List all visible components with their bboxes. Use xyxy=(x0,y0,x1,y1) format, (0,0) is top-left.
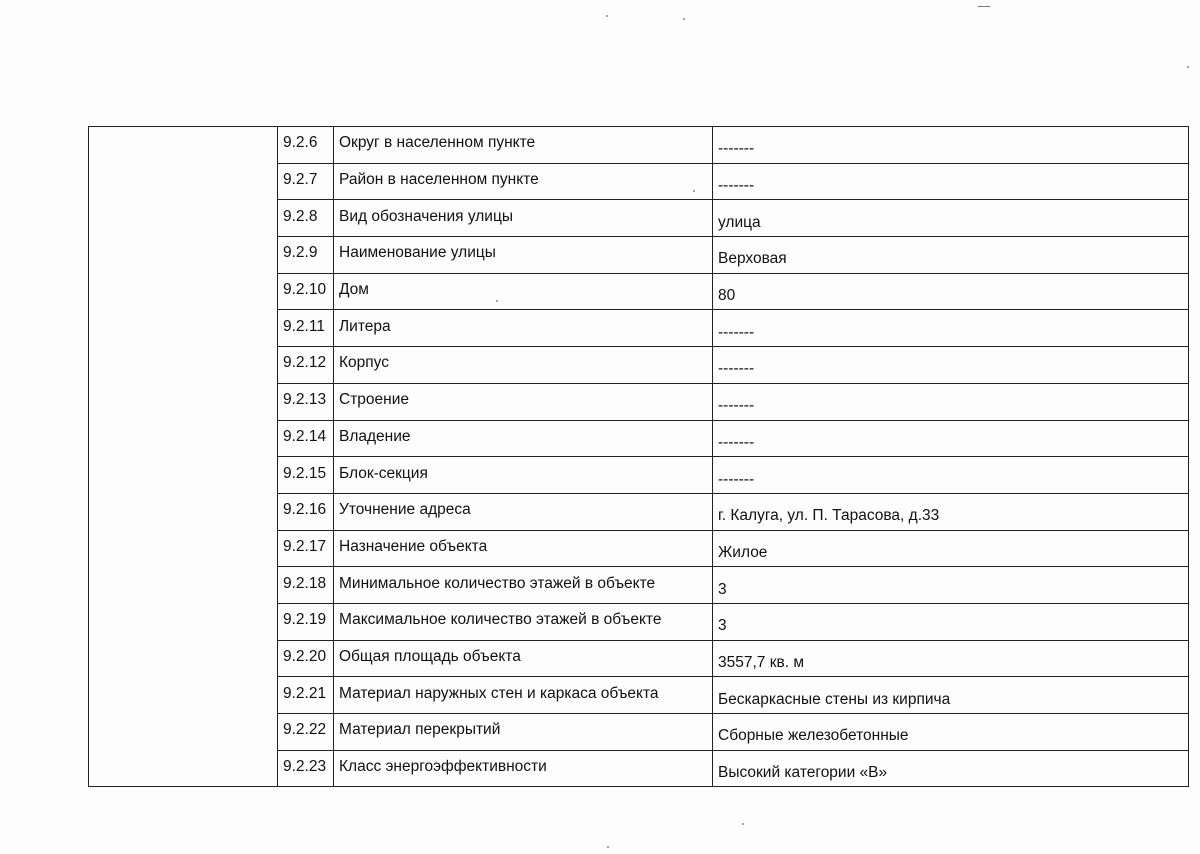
item-value: ------- xyxy=(718,397,755,415)
item-number: 9.2.18 xyxy=(283,574,327,592)
item-number-cell xyxy=(278,530,334,567)
item-value: г. Калуга, ул. П. Тарасова, д.33 xyxy=(718,507,940,525)
table-body xyxy=(89,127,1189,787)
item-number: 9.2.7 xyxy=(283,171,318,188)
table-row xyxy=(89,127,1189,164)
item-value-cell xyxy=(713,237,1189,274)
item-value-cell xyxy=(713,677,1189,714)
item-number: 9.2.17 xyxy=(283,537,327,555)
item-number: 9.2.14 xyxy=(283,427,327,445)
object-address-table xyxy=(88,126,1189,787)
item-number-cell xyxy=(278,273,334,310)
item-number: 9.2.19 xyxy=(283,611,327,629)
item-label: Класс энергоэффективности xyxy=(339,758,547,775)
item-value-cell xyxy=(713,530,1189,567)
item-label: Округ в населенном пункте xyxy=(339,134,536,152)
item-label-cell xyxy=(334,273,713,310)
item-number-cell xyxy=(278,383,334,420)
item-value-cell xyxy=(713,163,1189,200)
item-number: 9.2.13 xyxy=(283,391,327,409)
item-label-cell xyxy=(334,127,713,164)
scan-artifact xyxy=(1187,66,1189,68)
item-value-cell xyxy=(713,640,1189,677)
item-label: Общая площадь объекта xyxy=(339,647,521,665)
item-value: Сборные железобетонные xyxy=(718,727,909,745)
item-label-cell xyxy=(334,750,713,787)
item-label: Владение xyxy=(339,427,411,445)
item-number: 9.2.16 xyxy=(283,501,327,519)
item-value-cell xyxy=(713,420,1189,457)
item-number: 9.2.21 xyxy=(283,684,327,702)
item-label: Минимальное количество этажей в объекте xyxy=(339,574,656,592)
item-value-cell xyxy=(713,714,1189,751)
item-value: улица xyxy=(718,213,761,231)
item-label: Назначение объекта xyxy=(339,537,488,555)
item-value: ------- xyxy=(718,323,755,341)
scan-artifact xyxy=(606,15,608,17)
item-label-cell xyxy=(334,640,713,677)
item-label-cell xyxy=(334,347,713,384)
item-number-cell xyxy=(278,750,334,787)
item-number-cell xyxy=(278,714,334,751)
item-label-cell xyxy=(334,677,713,714)
item-value-cell xyxy=(713,603,1189,640)
item-value: 3 xyxy=(718,580,727,598)
item-label-cell xyxy=(334,457,713,494)
item-value: Жилое xyxy=(718,543,768,561)
item-value: Бескаркасные стены из кирпича xyxy=(718,690,951,708)
item-number-cell xyxy=(278,237,334,274)
scan-artifact xyxy=(978,6,990,7)
item-label-cell xyxy=(334,383,713,420)
item-label-cell xyxy=(334,200,713,237)
item-number-cell xyxy=(278,420,334,457)
item-number: 9.2.22 xyxy=(283,721,327,739)
item-value: ------- xyxy=(718,360,755,378)
item-number-cell xyxy=(278,457,334,494)
item-value: ------- xyxy=(718,140,755,158)
item-number: 9.2.8 xyxy=(283,207,318,225)
item-number: 9.2.23 xyxy=(283,758,327,775)
item-number-cell xyxy=(278,567,334,604)
item-number-cell xyxy=(278,493,334,530)
item-number: 9.2.11 xyxy=(283,317,325,335)
item-label: Вид обозначения улицы xyxy=(339,207,513,225)
item-label-cell xyxy=(334,714,713,751)
item-label-cell xyxy=(334,310,713,347)
item-label: Строение xyxy=(339,391,409,409)
item-label-cell xyxy=(334,237,713,274)
item-label: Литера xyxy=(339,317,391,335)
item-number: 9.2.10 xyxy=(283,281,327,299)
item-number: 9.2.20 xyxy=(283,647,327,665)
scan-artifact xyxy=(683,18,685,20)
item-number: 9.2.12 xyxy=(283,354,327,372)
item-label: Максимальное количество этажей в объекте xyxy=(339,611,662,629)
item-number-cell xyxy=(278,640,334,677)
item-value-cell xyxy=(713,383,1189,420)
item-number: 9.2.6 xyxy=(283,134,318,152)
blank-section-cell xyxy=(89,127,278,787)
item-label-cell xyxy=(334,163,713,200)
item-value-cell xyxy=(713,347,1189,384)
item-value-cell xyxy=(713,750,1189,787)
item-number-cell xyxy=(278,163,334,200)
item-label-cell xyxy=(334,567,713,604)
scan-artifact xyxy=(742,823,744,825)
item-label-cell xyxy=(334,603,713,640)
item-label: Наименование улицы xyxy=(339,244,496,262)
scan-artifact xyxy=(607,846,609,848)
item-value-cell xyxy=(713,457,1189,494)
item-label: Блок-секция xyxy=(339,464,428,482)
item-value: ------- xyxy=(718,470,755,488)
item-value: Высокий категории «В» xyxy=(718,764,888,781)
item-value-cell xyxy=(713,310,1189,347)
item-number-cell xyxy=(278,603,334,640)
item-label: Материал перекрытий xyxy=(339,721,501,739)
item-value: 3 xyxy=(718,617,727,635)
item-value-cell xyxy=(713,493,1189,530)
item-label-cell xyxy=(334,493,713,530)
item-number-cell xyxy=(278,310,334,347)
item-number-cell xyxy=(278,127,334,164)
item-value-cell xyxy=(713,567,1189,604)
item-value-cell xyxy=(713,273,1189,310)
item-label: Район в населенном пункте xyxy=(339,171,539,188)
item-value-cell xyxy=(713,200,1189,237)
item-number-cell xyxy=(278,347,334,384)
item-value: 3557,7 кв. м xyxy=(718,653,804,671)
item-label: Корпус xyxy=(339,354,389,372)
item-label-cell xyxy=(334,530,713,567)
item-value-cell xyxy=(713,127,1189,164)
item-value: 80 xyxy=(718,287,736,305)
item-label: Дом xyxy=(339,281,369,299)
item-value: Верховая xyxy=(718,250,787,268)
item-number: 9.2.15 xyxy=(283,464,327,482)
item-number-cell xyxy=(278,200,334,237)
item-number: 9.2.9 xyxy=(283,244,318,262)
item-label-cell xyxy=(334,420,713,457)
item-label: Материал наружных стен и каркаса объекта xyxy=(339,684,659,702)
item-number-cell xyxy=(278,677,334,714)
item-label: Уточнение адреса xyxy=(339,501,471,519)
item-value: ------- xyxy=(718,177,755,194)
item-value: ------- xyxy=(718,433,755,451)
